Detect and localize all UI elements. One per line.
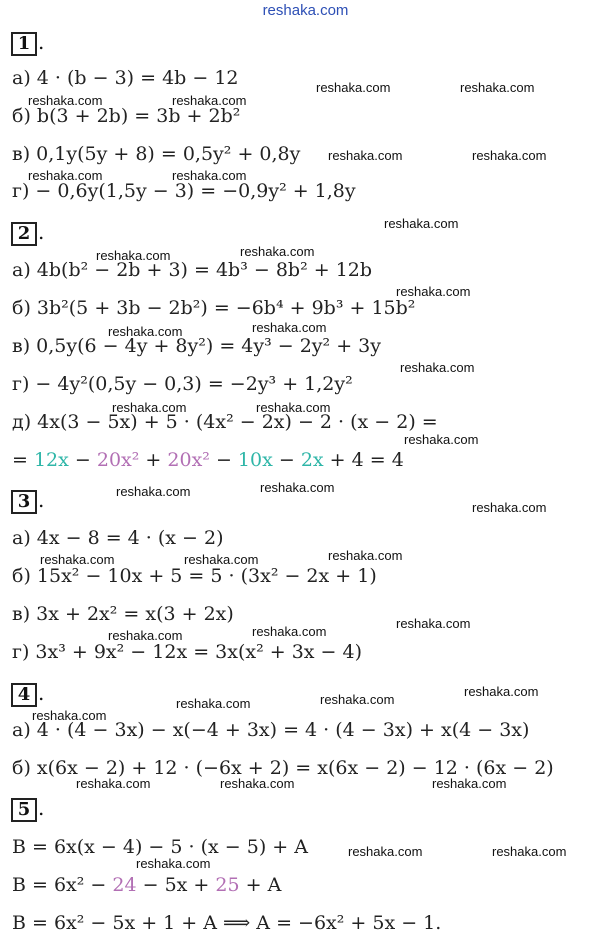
task-3-line-a: а) 4x − 8 = 4 · (x − 2): [12, 527, 224, 549]
task-1-line-c-equation: 0,1y(5y + 8) = 0,5y² + 0,8y: [36, 143, 301, 165]
watermark: reshaka.com: [460, 80, 535, 95]
task-4-line-a: а) 4 · (4 − 3x) − x(−4 + 3x) = 4 · (4 − 3x) + x(4 − 3x): [12, 719, 530, 741]
watermark: reshaka.com: [492, 844, 567, 859]
watermark: reshaka.com: [40, 552, 115, 567]
watermark: reshaka.com: [252, 320, 327, 335]
task-2-line-e-continued: [12, 449, 404, 471]
watermark: reshaka.com: [76, 776, 151, 791]
task-2-line-d-equation: − 4y²(0,5y − 0,3) = −2y³ + 1,2y²: [35, 373, 353, 395]
task-3-line-c-equation: 3x + 2x² = x(3 + 2x): [36, 603, 234, 625]
task-2-line-c: в) 0,5y(6 − 4y + 8y²) = 4y³ − 2y² + 3y: [12, 335, 381, 357]
task-5-line-1-equation: B = 6x(x − 4) − 5 · (x − 5) + A: [12, 836, 308, 858]
task-3-line-a-equation: 4x − 8 = 4 · (x − 2): [36, 527, 224, 549]
task-1-line-a: а) 4 · (b − 3) = 4b − 12: [12, 67, 239, 89]
task-number-2: 2: [11, 222, 37, 246]
watermark: reshaka.com: [112, 400, 187, 415]
watermark: reshaka.com: [172, 168, 247, 183]
watermark: reshaka.com: [328, 148, 403, 163]
watermark: reshaka.com: [32, 708, 107, 723]
task-5-line-3: [12, 912, 441, 934]
watermark: reshaka.com: [320, 692, 395, 707]
watermark: reshaka.com: [404, 432, 479, 447]
watermark: reshaka.com: [472, 500, 547, 515]
task-2-line-d: г) − 4y²(0,5y − 0,3) = −2y³ + 1,2y²: [12, 373, 353, 395]
watermark: reshaka.com: [464, 684, 539, 699]
task-3-line-d: г) 3x³ + 9x² − 12x = 3x(x² + 3x − 4): [12, 641, 363, 663]
task-5-line-2: [12, 874, 281, 896]
task-4-line-b: б) x(6x − 2) + 12 · (−6x + 2) = x(6x − 2) − 12 · (6x − 2): [12, 757, 554, 779]
watermark: reshaka.com: [28, 93, 103, 108]
task-number-3: 3: [11, 490, 37, 514]
task-2-line-e: д) 4x(3 − 5x) + 5 · (4x² − 2x) − 2 · (x − 2) =: [12, 411, 438, 433]
task-1-line-d-equation: − 0,6y(1,5y − 3) = −0,9y² + 1,8y: [35, 180, 356, 202]
watermark: reshaka.com: [136, 856, 211, 871]
task-2-line-e-equation: 4x(3 − 5x) + 5 · (4x² − 2x) − 2 · (x − 2) =: [37, 411, 438, 433]
task-3-line-b-equation: 15x² − 10x + 5 = 5 · (3x² − 2x + 1): [36, 565, 377, 587]
header-watermark[interactable]: reshaka.com: [262, 2, 349, 19]
watermark: reshaka.com: [384, 216, 459, 231]
task-2-line-a-equation: 4b(b² − 2b + 3) = 4b³ − 8b² + 12b: [36, 259, 373, 281]
watermark: reshaka.com: [220, 776, 295, 791]
task-5-line-2-equation: B = 6x² − 24 − 5x + 25 + A: [12, 874, 282, 896]
watermark: reshaka.com: [108, 628, 183, 643]
watermark: reshaka.com: [396, 284, 471, 299]
task-number-dot: .: [38, 681, 45, 705]
task-3-line-c: в) 3x + 2x² = x(3 + 2x): [12, 603, 234, 625]
watermark: reshaka.com: [260, 480, 335, 495]
task-number-1: 1: [11, 32, 37, 56]
task-1-line-b-equation: b(3 + 2b) = 3b + 2b²: [36, 105, 241, 127]
watermark: reshaka.com: [96, 248, 171, 263]
watermark: reshaka.com: [28, 168, 103, 183]
watermark: reshaka.com: [172, 93, 247, 108]
task-2-line-b-equation: 3b²(5 + 3b − 2b²) = −6b⁴ + 9b³ + 15b²: [36, 297, 416, 319]
watermark: reshaka.com: [116, 484, 191, 499]
task-4-line-b-equation: x(6x − 2) + 12 · (−6x + 2) = x(6x − 2) − 12 · (6x − 2): [36, 757, 554, 779]
watermark: reshaka.com: [472, 148, 547, 163]
task-1-line-a-equation: 4 · (b − 3) = 4b − 12: [36, 67, 239, 89]
task-number-dot: .: [38, 30, 45, 54]
watermark: reshaka.com: [240, 244, 315, 259]
task-2-line-c-equation: 0,5y(6 − 4y + 8y²) = 4y³ − 2y² + 3y: [36, 335, 381, 357]
task-2-line-b: б) 3b²(5 + 3b − 2b²) = −6b⁴ + 9b³ + 15b²: [12, 297, 416, 319]
watermark: reshaka.com: [396, 616, 471, 631]
watermark: reshaka.com: [184, 552, 259, 567]
watermark: reshaka.com: [108, 324, 183, 339]
watermark: reshaka.com: [348, 844, 423, 859]
watermark: reshaka.com: [252, 624, 327, 639]
task-1-line-b: б) b(3 + 2b) = 3b + 2b²: [12, 105, 241, 127]
task-1-line-c: в) 0,1y(5y + 8) = 0,5y² + 0,8y: [12, 143, 301, 165]
task-number-dot: .: [38, 488, 45, 512]
watermark: reshaka.com: [256, 400, 331, 415]
task-3-line-b: б) 15x² − 10x + 5 = 5 · (3x² − 2x + 1): [12, 565, 377, 587]
task-4-line-a-equation: 4 · (4 − 3x) − x(−4 + 3x) = 4 · (4 − 3x) + x(4 − 3x): [36, 719, 530, 741]
task-2-line-e-result: = 12x − 20x² + 20x² − 10x − 2x + 4 = 4: [12, 449, 404, 471]
watermark: reshaka.com: [400, 360, 475, 375]
task-5-line-1: [12, 836, 308, 858]
task-2-line-a: а) 4b(b² − 2b + 3) = 4b³ − 8b² + 12b: [12, 259, 373, 281]
task-3-line-d-equation: 3x³ + 9x² − 12x = 3x(x² + 3x − 4): [35, 641, 363, 663]
task-number-5: 5: [11, 798, 37, 822]
task-number-dot: .: [38, 220, 45, 244]
task-number-4: 4: [11, 683, 37, 707]
task-1-line-d: г) − 0,6y(1,5y − 3) = −0,9y² + 1,8y: [12, 180, 356, 202]
watermark: reshaka.com: [432, 776, 507, 791]
task-5-line-3-equation: B = 6x² − 5x + 1 + A ⟹ A = −6x² + 5x − 1.: [12, 912, 442, 934]
watermark: reshaka.com: [316, 80, 391, 95]
watermark: reshaka.com: [328, 548, 403, 563]
task-number-dot: .: [38, 796, 45, 820]
watermark: reshaka.com: [176, 696, 251, 711]
